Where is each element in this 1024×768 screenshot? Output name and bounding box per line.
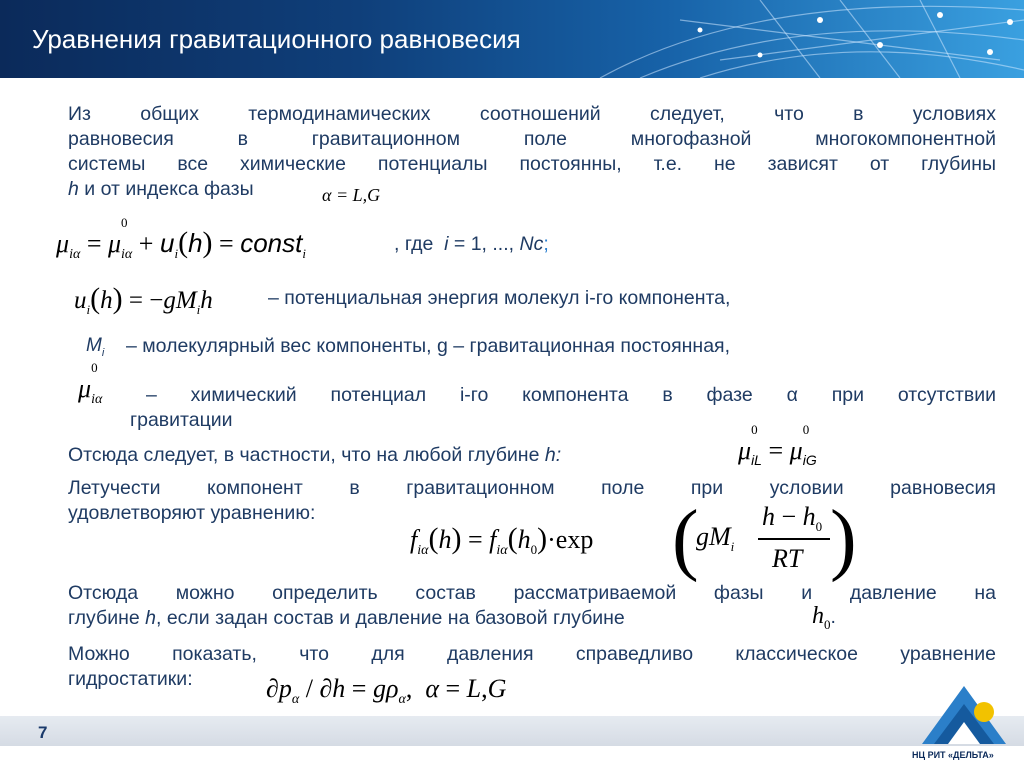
equation-fugacity: $f_{i\alpha}(h) = f_{i\alpha}(h_0)\cdot\exp$ ( $gM_i$ $h - h_0$ RT ) <box>410 495 857 583</box>
intro-line-3: системы все химические потенциалы постоянны, т.е. не зависят от глубины <box>68 153 996 175</box>
intro-line-1: Из общих термодинамических соотношений следует, что в условиях <box>68 103 996 125</box>
fugacity-line1: Летучести компонент в гравитационном поле при условии равновесия <box>68 477 996 499</box>
mi-symbol: $M_i$ <box>86 335 105 359</box>
mu-equality: μ 0 $_{iL}$ = μ 0 $_{iG}$ <box>738 422 817 469</box>
intro-line-2: равновесия в гравитационном поле многофазной многокомпонентной <box>68 128 996 150</box>
fugacity-line2: удовлетворяют уравнению: <box>68 502 316 524</box>
slide-header <box>0 0 1024 78</box>
logo-caption: НЦ РИТ «ДЕЛЬТА» <box>912 750 994 760</box>
equation-hydrostatic: $\partial p_\alpha / \partial h = g\rho_\alpha$, α = L,G <box>266 674 507 708</box>
mi-desc: – молекулярный вес компоненты, g – гравитационная постоянная, <box>126 335 731 357</box>
phase-index-text: и от индекса фазы <box>78 178 254 200</box>
composition-line1: Отсюда можно определить состав рассматриваемой фазы и давление на <box>68 582 996 604</box>
alpha-equation: α = L,G <box>322 185 381 205</box>
equation-potential-energy: $u_i(h) = -gM_ih$ <box>74 282 213 317</box>
h0-symbol: $h_0$. <box>812 603 836 632</box>
eq1-condition: , где i = 1, ..., Nc; <box>394 233 549 255</box>
paragraph-intro <box>68 102 996 177</box>
intro-line-4 <box>68 177 996 202</box>
delta-logo-icon <box>914 682 1014 752</box>
hydrostatic-line1: Можно показать, что для давления справедливо классическое уравнение <box>68 643 996 665</box>
mu0-desc-line2: гравитации <box>130 409 233 431</box>
paragraph-depth: Отсюда следует, в частности, что на любой глубине h: <box>68 444 562 466</box>
equation-chemical-potential: $\mu_{i\alpha} = \mu$ 0 $_{i\alpha} + u_i(h)$ = const$_i$ <box>56 215 306 263</box>
mu0-desc-line1: – химический потенциал i-го компонента в фазе α при отсутствии <box>146 384 996 406</box>
potential-energy-desc: – потенциальная энергия молекул i-го компонента, <box>268 287 731 309</box>
page-number: 7 <box>38 723 48 742</box>
mu0-symbol: μ 0 $_{i\alpha}$ <box>78 360 103 408</box>
h-var: h <box>68 178 79 200</box>
hydrostatic-line2: гидростатики: <box>68 668 193 690</box>
composition-line2: глубине h, если задан состав и давление на базовой глубине <box>68 607 625 629</box>
footer-bar <box>0 716 1024 746</box>
slide-title: Уравнения гравитационного равновесия <box>32 24 521 54</box>
